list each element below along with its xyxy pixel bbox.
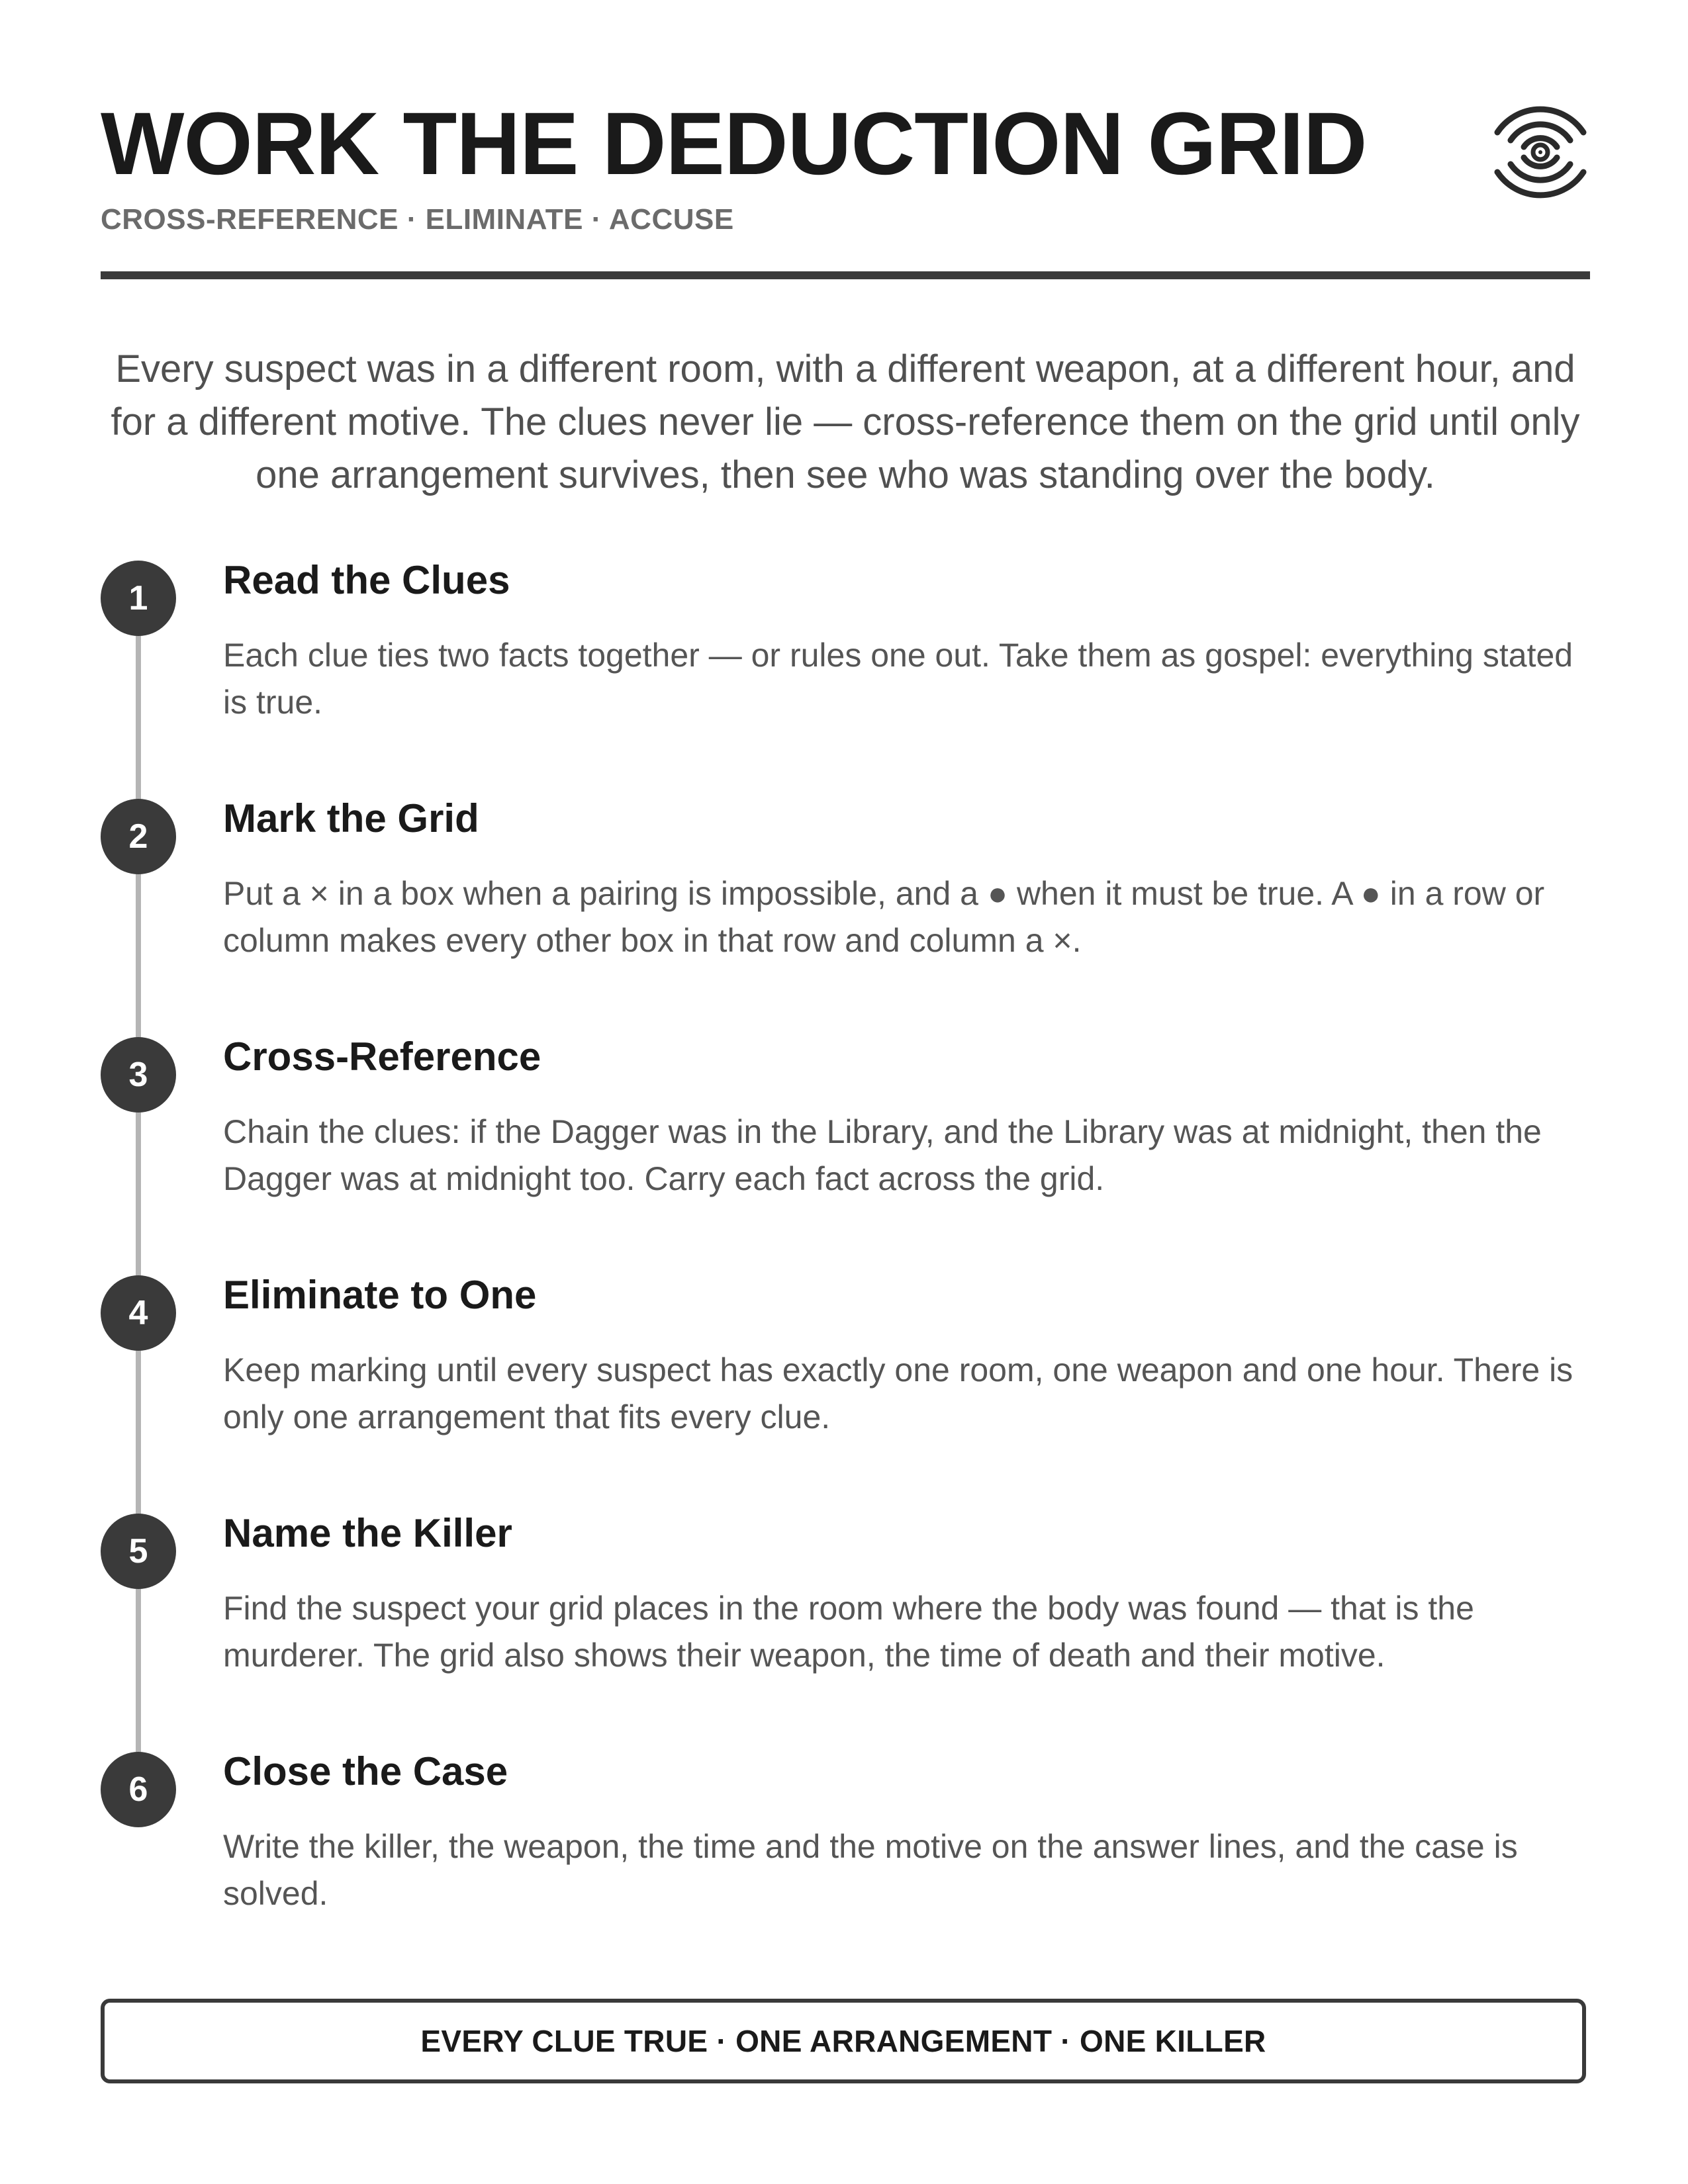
step-title: Read the Clues <box>223 558 510 602</box>
intro-paragraph: Every suspect was in a different room, with a different weapon, at a different hour, and for a different motive. The clues never lie — cross-reference them on the grid until only one arrangement survives, then see who was standing over the body. <box>111 347 1580 496</box>
step-description: Keep marking until every suspect has exactly one room, one weapon and one hour. There is only one arrangement that fits every clue. <box>223 1351 1573 1435</box>
step-description: Write the killer, the weapon, the time and the motive on the answer lines, and the case is solved. <box>223 1828 1518 1912</box>
signal-waves-icon <box>1491 98 1590 204</box>
footer-banner: EVERY CLUE TRUE · ONE ARRANGEMENT · ONE KILLER <box>101 1999 1586 2083</box>
timeline-connector <box>136 596 141 1787</box>
step-description: Put a × in a box when a pairing is impossible, and a ● when it must be true. A ● in a row or column makes every other box in that row and column a ×. <box>223 875 1545 959</box>
page-title: WORK THE DEDUCTION GRID <box>101 95 1367 193</box>
step-number-badge: 6 <box>101 1752 176 1827</box>
step-title: Eliminate to One <box>223 1273 537 1317</box>
step-number-badge: 2 <box>101 799 176 874</box>
page-subtitle: CROSS-REFERENCE · ELIMINATE · ACCUSE <box>101 203 734 236</box>
step-description: Find the suspect your grid places in the room where the body was found — that is the murderer. The grid also shows their weapon, the time of death and their motive. <box>223 1590 1474 1674</box>
step-description: Each clue ties two facts together — or rules one out. Take them as gospel: everything stated is true. <box>223 637 1573 721</box>
page <box>101 0 1590 2184</box>
step-title: Close the Case <box>223 1749 508 1794</box>
step-number-badge: 5 <box>101 1514 176 1589</box>
step-number-badge: 4 <box>101 1275 176 1351</box>
step-number-badge: 3 <box>101 1037 176 1113</box>
step-description: Chain the clues: if the Dagger was in the Library, and the Library was at midnight, then the Dagger was at midnight too. Carry each fact across the grid. <box>223 1113 1542 1197</box>
header-divider <box>101 271 1590 279</box>
step-title: Cross-Reference <box>223 1034 541 1079</box>
step-title: Name the Killer <box>223 1511 512 1555</box>
step-title: Mark the Grid <box>223 796 479 841</box>
step-number-badge: 1 <box>101 561 176 636</box>
